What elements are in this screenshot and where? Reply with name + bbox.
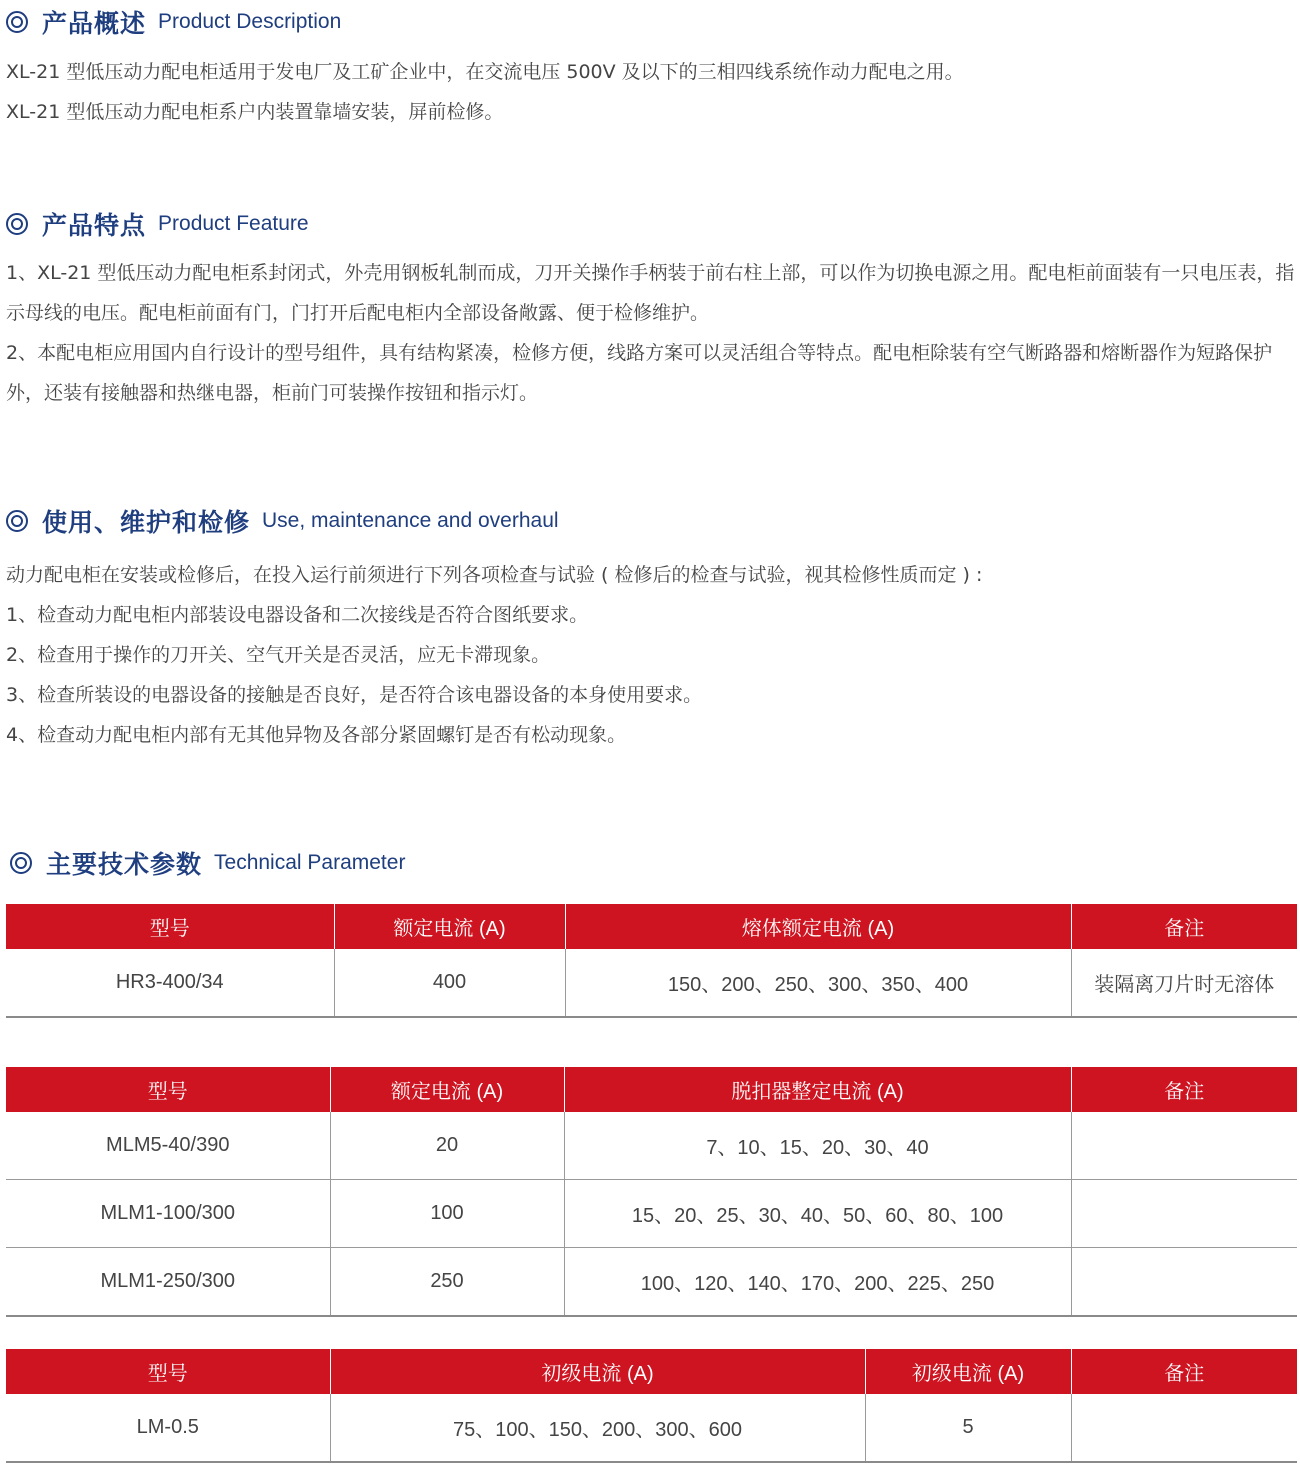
paragraph: 2、本配电柜应用国内自行设计的型号组件，具有结构紧凑，检修方便，线路方案可以灵活组合等特点。配电柜除装有空气断路器和熔断器作为短路保护外，还装有接触器和热继电器，柜前门可装操作按钮和指示灯。 bbox=[6, 342, 1273, 404]
header-cell: 脱扣器整定电流 (A) bbox=[564, 1067, 1071, 1112]
header-cell: 备注 bbox=[1071, 1067, 1297, 1112]
paragraph: 4、检查动力配电柜内部有无其他异物及各部分紧固螺钉是否有松动现象。 bbox=[6, 724, 627, 746]
table-cell: 15、20、25、30、40、50、60、80、100 bbox=[564, 1180, 1071, 1248]
section-header-feature bbox=[6, 206, 309, 242]
table-cell bbox=[1071, 1394, 1297, 1462]
spec-table-lm bbox=[6, 1349, 1297, 1463]
header-cell: 型号 bbox=[6, 904, 334, 949]
section-title-en: Use, maintenance and overhaul bbox=[262, 509, 559, 532]
table-cell: 20 bbox=[330, 1112, 564, 1180]
description-text bbox=[6, 52, 1298, 132]
table-cell bbox=[1071, 1180, 1297, 1248]
table-header-row bbox=[6, 1349, 1297, 1394]
table-row bbox=[6, 949, 1297, 1017]
header-cell: 初级电流 (A) bbox=[330, 1349, 865, 1394]
circle-bullet-icon bbox=[6, 213, 28, 235]
spec-table-hr3 bbox=[6, 904, 1297, 1018]
header-cell: 熔体额定电流 (A) bbox=[565, 904, 1071, 949]
circle-bullet-icon bbox=[10, 852, 32, 874]
table-cell: 75、100、150、200、300、600 bbox=[330, 1394, 865, 1462]
section-header-maintenance bbox=[6, 503, 559, 539]
table-row bbox=[6, 1248, 1297, 1317]
header-cell: 型号 bbox=[6, 1067, 330, 1112]
section-title-cn: 主要技术参数 bbox=[46, 850, 203, 879]
table-cell: 100、120、140、170、200、225、250 bbox=[564, 1248, 1071, 1317]
header-cell: 备注 bbox=[1071, 1349, 1297, 1394]
table-cell: 150、200、250、300、350、400 bbox=[565, 949, 1071, 1017]
paragraph: 2、检查用于操作的刀开关、空气开关是否灵活，应无卡滞现象。 bbox=[6, 644, 551, 666]
paragraph: 3、检查所装设的电器设备的接触是否良好，是否符合该电器设备的本身使用要求。 bbox=[6, 684, 703, 706]
table-cell: MLM1-100/300 bbox=[6, 1180, 330, 1248]
table-cell bbox=[1071, 1248, 1297, 1317]
feature-text bbox=[6, 253, 1298, 413]
table-cell: MLM5-40/390 bbox=[6, 1112, 330, 1180]
header-cell: 型号 bbox=[6, 1349, 330, 1394]
section-title-en: Technical Parameter bbox=[214, 851, 406, 874]
table-cell: LM-0.5 bbox=[6, 1394, 330, 1462]
section-title-cn: 使用、维护和检修 bbox=[42, 508, 251, 537]
spec-table-mlm bbox=[6, 1067, 1297, 1317]
section-header-technical bbox=[10, 845, 405, 881]
section-title-cn: 产品概述 bbox=[42, 9, 147, 38]
header-cell: 额定电流 (A) bbox=[334, 904, 565, 949]
table-header-row bbox=[6, 1067, 1297, 1112]
table-cell: 7、10、15、20、30、40 bbox=[564, 1112, 1071, 1180]
table-cell: MLM1-250/300 bbox=[6, 1248, 330, 1317]
table-cell: 100 bbox=[330, 1180, 564, 1248]
circle-bullet-icon bbox=[6, 510, 28, 532]
header-cell: 初级电流 (A) bbox=[865, 1349, 1071, 1394]
circle-bullet-icon bbox=[6, 11, 28, 33]
section-header-description bbox=[6, 4, 341, 40]
header-cell: 备注 bbox=[1071, 904, 1297, 949]
table-row bbox=[6, 1112, 1297, 1180]
header-cell: 额定电流 (A) bbox=[330, 1067, 564, 1112]
paragraph: 1、检查动力配电柜内部装设电器设备和二次接线是否符合图纸要求。 bbox=[6, 604, 589, 626]
section-title-en: Product Feature bbox=[158, 212, 309, 235]
paragraph: XL-21 型低压动力配电柜系户内装置靠墙安装，屏前检修。 bbox=[6, 101, 504, 123]
table-cell: 装隔离刀片时无溶体 bbox=[1071, 949, 1297, 1017]
section-title-en: Product Description bbox=[158, 10, 342, 33]
table-cell: 5 bbox=[865, 1394, 1071, 1462]
table-cell: HR3-400/34 bbox=[6, 949, 334, 1017]
paragraph: 动力配电柜在安装或检修后，在投入运行前须进行下列各项检查与试验 ( 检修后的检查与试验，视其检修性质而定 ) : bbox=[6, 564, 983, 586]
table-row bbox=[6, 1180, 1297, 1248]
table-row bbox=[6, 1394, 1297, 1462]
table-cell: 400 bbox=[334, 949, 565, 1017]
section-title-cn: 产品特点 bbox=[42, 211, 147, 240]
table-cell: 250 bbox=[330, 1248, 564, 1317]
paragraph: XL-21 型低压动力配电柜适用于发电厂及工矿企业中，在交流电压 500V 及以下的三相四线系统作动力配电之用。 bbox=[6, 61, 964, 83]
table-header-row bbox=[6, 904, 1297, 949]
paragraph: 1、XL-21 型低压动力配电柜系封闭式，外壳用钢板轧制而成，刀开关操作手柄装于前右柱上部，可以作为切换电源之用。配电柜前面装有一只电压表，指示母线的电压。配电柜前面有门，门打开后配电柜内全部设备敞露、便于检修维护。 bbox=[6, 262, 1295, 324]
maintenance-text bbox=[6, 555, 1298, 755]
table-cell bbox=[1071, 1112, 1297, 1180]
